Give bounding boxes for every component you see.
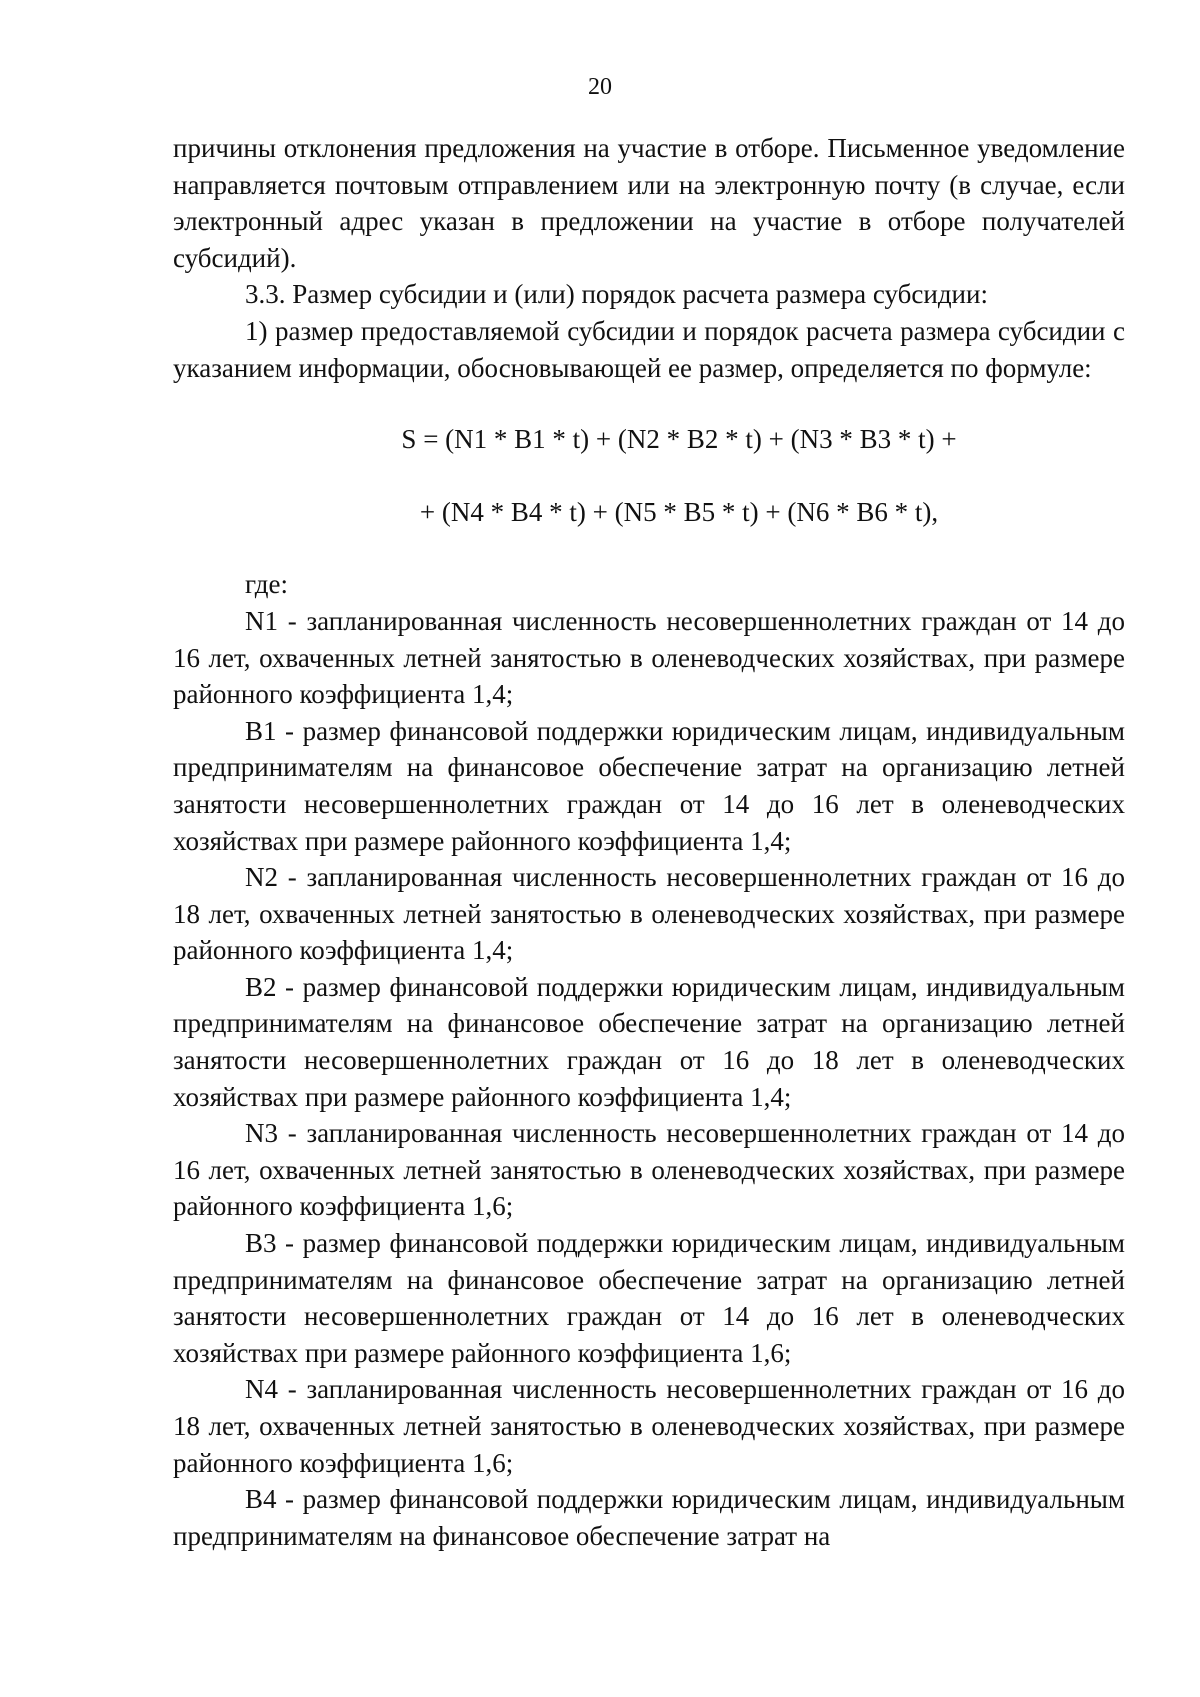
definition-b3: B3 - размер финансовой поддержки юридическим лицам, индивидуальным предпринимателям на финансовое обеспечение затрат на организацию летней занятости несовершеннолетних граждан от 14 до 16 лет в оленеводческих хозяйствах при размере районного коэффициента 1,6; — [173, 1228, 1125, 1368]
definition-n2: N2 - запланированная численность несовершеннолетних граждан от 16 до 18 лет, охваченных летней занятостью в оленеводческих хозяйствах, при размере районного коэффициента 1,4; — [173, 862, 1125, 966]
formula-line-2: + (N4 * B4 * t) + (N5 * B5 * t) + (N6 * B6 * t), — [419, 496, 939, 527]
definition-b1: B1 - размер финансовой поддержки юридическим лицам, индивидуальным предпринимателям на финансовое обеспечение затрат на организацию летней занятости несовершеннолетних граждан от 14 до 16 лет в оленеводческих хозяйствах при размере районного коэффициента 1,4; — [173, 715, 1125, 856]
formula-line-1: S = (N1 * B1 * t) + (N2 * B2 * t) + (N3 * B3 * t) + — [401, 424, 957, 455]
page-number: 20 — [588, 74, 612, 100]
where-label: где: — [245, 569, 288, 600]
paragraph-subsidy-formula-intro: 1) размер предоставляемой субсидии и порядок расчета размера субсидии с указанием информации, обосновывающей ее размер, определяется по формуле: — [173, 315, 1125, 383]
definition-n4: N4 - запланированная численность несовершеннолетних граждан от 16 до 18 лет, охваченных летней занятостью в оленеводческих хозяйствах, при размере районного коэффициента 1,6; — [173, 1374, 1125, 1478]
definition-b4: B4 - размер финансовой поддержки юридическим лицам, индивидуальным предпринимателям на финансовое обеспечение затрат на — [173, 1484, 1125, 1551]
definition-n1: N1 - запланированная численность несовершеннолетних граждан от 14 до 16 лет, охваченных летней занятостью в оленеводческих хозяйствах, при размере районного коэффициента 1,4; — [173, 605, 1125, 710]
document-body — [173, 130, 1125, 1554]
definition-b2: B2 - размер финансовой поддержки юридическим лицам, индивидуальным предпринимателям на финансовое обеспечение затрат на организацию летней занятости несовершеннолетних граждан от 16 до 18 лет в оленеводческих хозяйствах при размере районного коэффициента 1,4; — [173, 971, 1125, 1112]
paragraph-rejection-notice: причины отклонения предложения на участие в отборе. Письменное уведомление направляется почтовым отправлением или на электронную почту (в случае, если электронный адрес указан в предложении на участие в отборе получателей субсидий). — [173, 133, 1125, 273]
definition-n3: N3 - запланированная численность несовершеннолетних граждан от 14 до 16 лет, охваченных летней занятостью в оленеводческих хозяйствах, при размере районного коэффициента 1,6; — [173, 1118, 1125, 1222]
section-heading-3-3: 3.3. Размер субсидии и (или) порядок расчета размера субсидии: — [245, 279, 988, 310]
